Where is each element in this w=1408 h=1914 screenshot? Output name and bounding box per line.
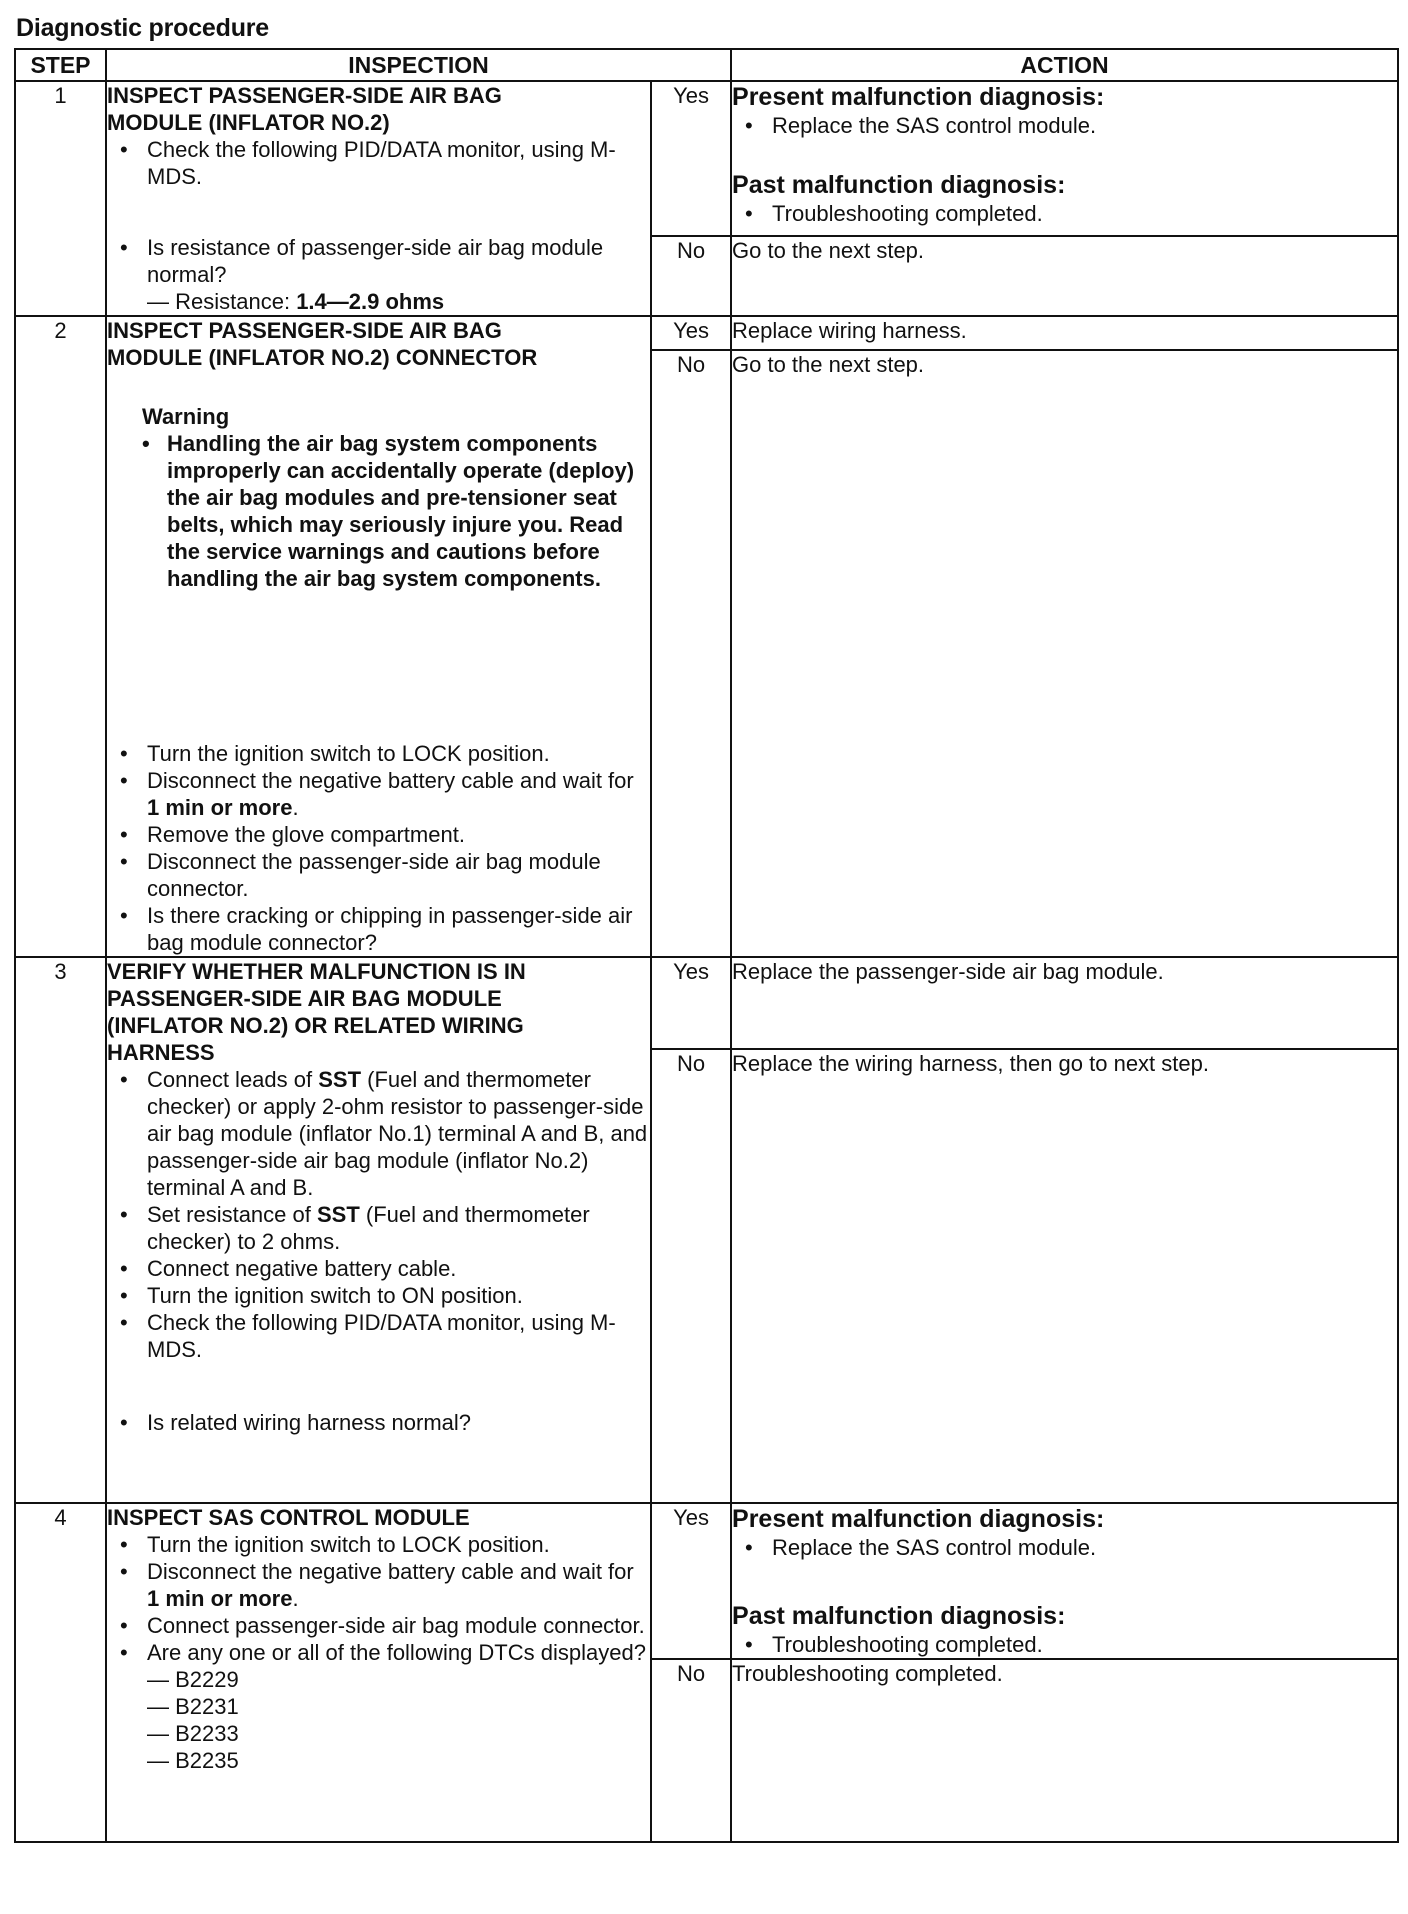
step-1-no-action: Go to the next step. xyxy=(731,236,1398,316)
no-label: No xyxy=(651,1049,731,1503)
no-label: No xyxy=(651,1659,731,1842)
step-3-yes-row xyxy=(15,957,1398,1049)
step-number: 3 xyxy=(15,957,106,1503)
list-item: • Turn the ignition switch to LOCK position. xyxy=(147,1531,650,1558)
dtc-code: — B2229 xyxy=(147,1666,650,1693)
header-step: STEP xyxy=(15,49,106,81)
list-item: • Connect passenger-side air bag module connector. xyxy=(147,1612,650,1639)
list-item: • Remove the glove compartment. xyxy=(147,821,650,848)
present-diagnosis-heading: Present malfunction diagnosis: xyxy=(732,83,1105,111)
resistance-value: 1.4—2.9 ohms xyxy=(296,289,445,314)
present-diagnosis-heading: Present malfunction diagnosis: xyxy=(732,1505,1105,1533)
yes-label: Yes xyxy=(651,957,731,1049)
list-item: • Is resistance of passenger-side air bag module normal? — Resistance: 1.4—2.9 ohms xyxy=(147,234,650,315)
step-heading: INSPECT PASSENGER-SIDE AIR BAG MODULE (INFLATOR NO.2) CONNECTOR xyxy=(107,318,538,370)
warning-title: Warning xyxy=(142,404,230,429)
no-label: No xyxy=(651,236,731,316)
header-inspection: INSPECTION xyxy=(106,49,731,81)
dtc-code: — B2233 xyxy=(147,1720,650,1747)
list-item: • Is there cracking or chipping in passenger-side air bag module connector? xyxy=(147,902,650,956)
step-heading: VERIFY WHETHER MALFUNCTION IS IN PASSENGER-SIDE AIR BAG MODULE (INFLATOR NO.2) OR RELATED WIRING HARNESS xyxy=(107,959,526,1065)
list-item: • Are any one or all of the following DTCs displayed? — B2229 — B2231 — B2233 — B2235 xyxy=(147,1639,650,1774)
list-item: • Replace the SAS control module. xyxy=(772,1534,1397,1561)
step-1-inspection xyxy=(106,81,651,316)
step-4-inspection xyxy=(106,1503,651,1842)
yes-label: Yes xyxy=(651,81,731,236)
step-heading: INSPECT SAS CONTROL MODULE xyxy=(107,1505,470,1530)
list-item: • Disconnect the negative battery cable and wait for 1 min or more. xyxy=(147,767,650,821)
step-2-no-action: Go to the next step. xyxy=(731,350,1398,957)
step-4-yes-action xyxy=(731,1503,1398,1659)
step-3-no-action: Replace the wiring harness, then go to next step. xyxy=(731,1049,1398,1503)
past-diagnosis-heading: Past malfunction diagnosis: xyxy=(732,1602,1066,1630)
step-1-yes-action xyxy=(731,81,1398,236)
list-item: • Troubleshooting completed. xyxy=(772,1631,1397,1658)
dtc-code: — B2231 xyxy=(147,1693,650,1720)
step-4-yes-row xyxy=(15,1503,1398,1659)
step-4-no-action: Troubleshooting completed. xyxy=(731,1659,1398,1842)
step-2-yes-action: Replace wiring harness. xyxy=(731,316,1398,350)
step-heading: INSPECT PASSENGER-SIDE AIR BAG MODULE (INFLATOR NO.2) xyxy=(107,83,502,135)
header-action: ACTION xyxy=(731,49,1398,81)
list-item: • Connect negative battery cable. xyxy=(147,1255,650,1282)
list-item: • Replace the SAS control module. xyxy=(772,112,1397,139)
list-item: • Disconnect the passenger-side air bag module connector. xyxy=(147,848,650,902)
yes-label: Yes xyxy=(651,316,731,350)
list-item: • Check the following PID/DATA monitor, using M-MDS. xyxy=(147,1309,650,1363)
step-number: 2 xyxy=(15,316,106,957)
list-item: • Is related wiring harness normal? xyxy=(147,1409,650,1436)
list-item: • Troubleshooting completed. xyxy=(772,200,1397,227)
step-3-inspection xyxy=(106,957,651,1503)
list-item: • Check the following PID/DATA monitor, using M-MDS. xyxy=(147,136,650,190)
list-item: • Disconnect the negative battery cable and wait for 1 min or more. xyxy=(147,1558,650,1612)
yes-label: Yes xyxy=(651,1503,731,1659)
step-2-inspection xyxy=(106,316,651,957)
diagnostic-procedure-table xyxy=(14,48,1399,1843)
warning-block xyxy=(107,403,650,592)
list-item: • Turn the ignition switch to ON position. xyxy=(147,1282,650,1309)
list-item: • Turn the ignition switch to LOCK position. xyxy=(147,740,650,767)
page-title: Diagnostic procedure xyxy=(16,14,269,42)
no-label: No xyxy=(651,350,731,957)
list-item: • Set resistance of SST (Fuel and thermometer checker) to 2 ohms. xyxy=(147,1201,650,1255)
step-2-yes-row xyxy=(15,316,1398,350)
dtc-list xyxy=(147,1666,650,1774)
step-3-yes-action: Replace the passenger-side air bag module. xyxy=(731,957,1398,1049)
table-header-row xyxy=(15,49,1398,81)
past-diagnosis-heading: Past malfunction diagnosis: xyxy=(732,171,1066,199)
list-item: • Connect leads of SST (Fuel and thermometer checker) or apply 2-ohm resistor to passenger-side air bag module (inflator No.1) terminal A and B, and passenger-side air bag module (inflator No.2) terminal A and B. xyxy=(147,1066,650,1201)
dtc-code: — B2235 xyxy=(147,1747,650,1774)
step-number: 1 xyxy=(15,81,106,316)
warning-text: • Handling the air bag system components improperly can accidentally operate (deploy) the air bag modules and pre-tensioner seat belts, which may seriously injure you. Read the service warnings and cautions before handling the air bag system components. xyxy=(167,430,650,592)
step-1-yes-row xyxy=(15,81,1398,236)
step-number: 4 xyxy=(15,1503,106,1842)
